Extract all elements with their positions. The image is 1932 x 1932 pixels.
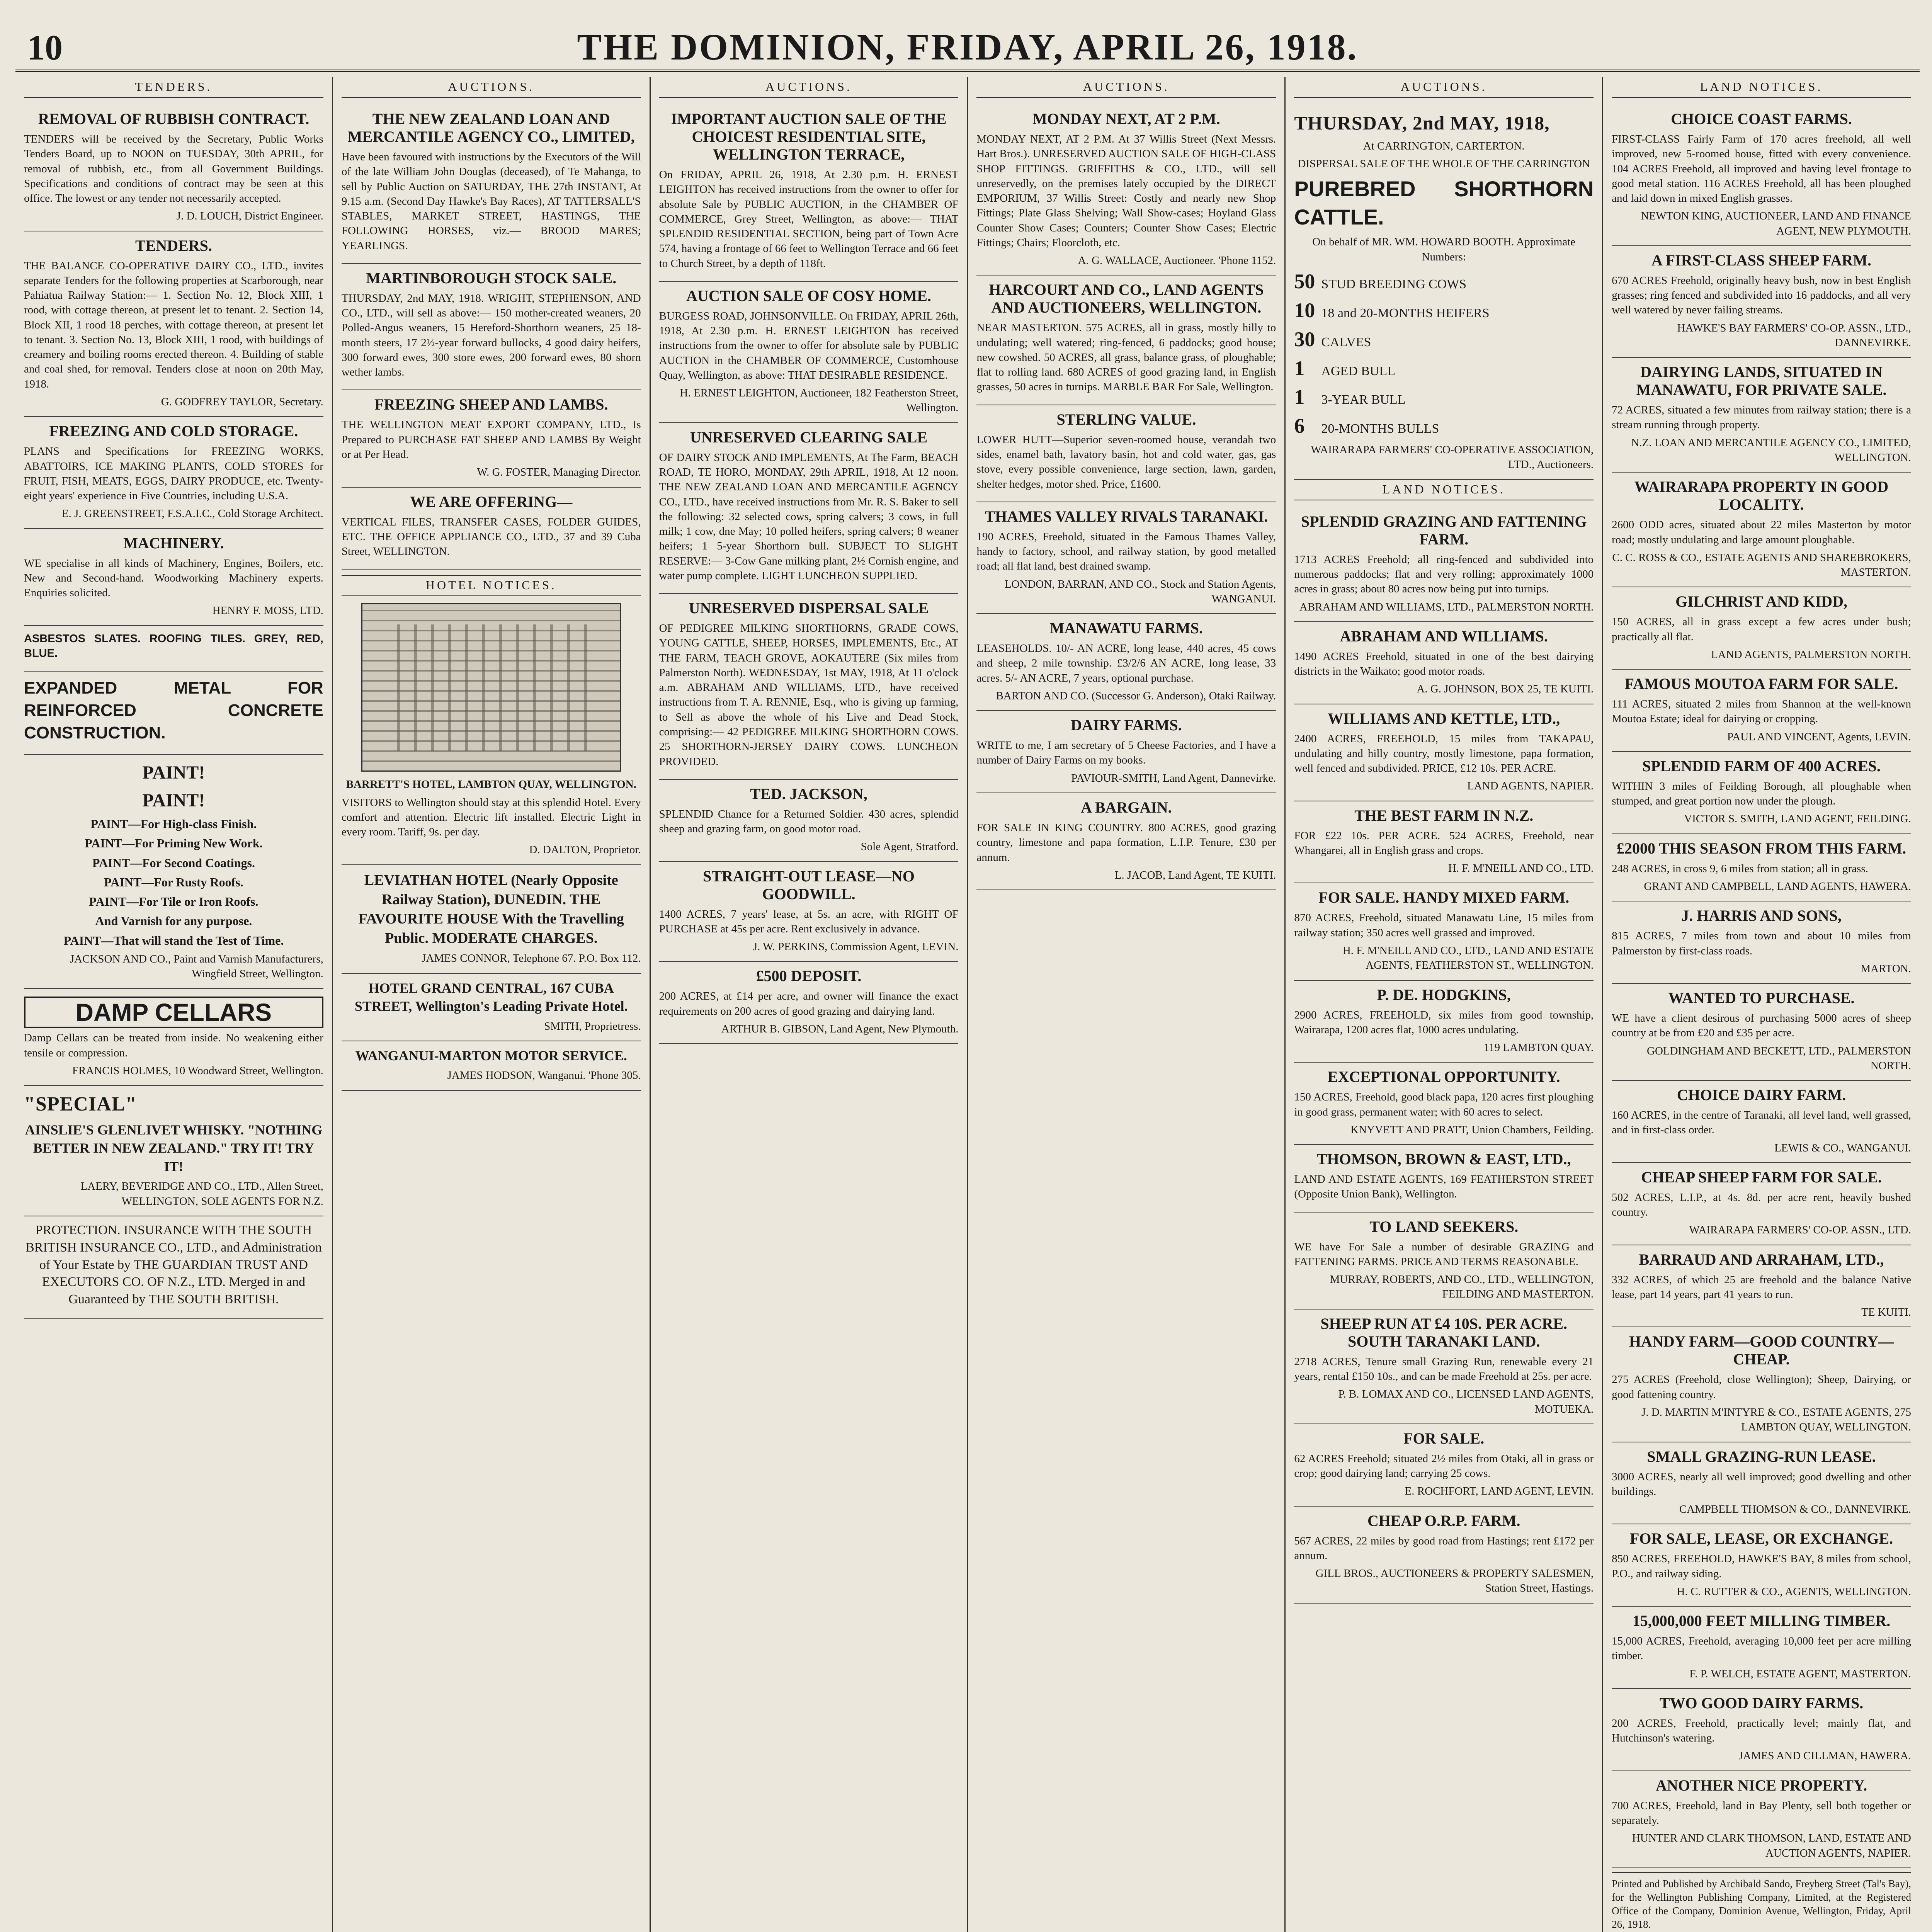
- advertisement: [24, 105, 323, 231]
- stock-type: AGED BULL: [1321, 364, 1396, 378]
- ad-signature: HUNTER AND CLARK THOMSON, LAND, ESTATE AND AUCTION AGENTS, NAPIER.: [1632, 1832, 1911, 1859]
- column-heading: LAND NOTICES.: [1612, 77, 1911, 98]
- advertisement: [1294, 622, 1594, 704]
- land-notices-heading: LAND NOTICES.: [1294, 480, 1594, 500]
- ad-title: A FIRST-CLASS SHEEP FARM.: [1651, 251, 1872, 269]
- advertisement: [1612, 358, 1911, 473]
- advertisement: [659, 780, 959, 862]
- ad-body: 72 ACRES, situated a few minutes from railway station; there is a stream running through property.: [1612, 404, 1911, 431]
- ad-body: 2400 ACRES, FREEHOLD, 15 miles from TAKAPAU, undulating and hilly country, mostly limestone, papa formation, well fenced and subdivided. PRICE, £12 10s. PER ACRE.: [1294, 732, 1594, 775]
- ad-body: SPLENDID Chance for a Returned Soldier. 430 acres, splendid sheep and grazing farm, on good motor road.: [659, 808, 959, 835]
- column-3: [651, 77, 968, 1932]
- ad-signature: HENRY F. MOSS, LTD.: [212, 604, 323, 617]
- ad-body: 700 ACRES, Freehold, land in Bay Plenty, sell both together or separately.: [1612, 1799, 1911, 1827]
- advertisement: [1612, 670, 1911, 752]
- wanganui-motor-ad: [342, 1041, 641, 1091]
- ad-signature: LAND AGENTS, NAPIER.: [1467, 780, 1594, 793]
- ad-title: FREEZING SHEEP AND LAMBS.: [374, 396, 608, 413]
- damp-cellars-title: DAMP CELLARS: [24, 997, 323, 1028]
- paint-line: PAINT—That will stand the Test of Time.: [63, 933, 284, 947]
- paint-line: PAINT—For Tile or Iron Roofs.: [89, 895, 259, 909]
- stock-list: [1294, 267, 1594, 440]
- ad-title: STRAIGHT-OUT LEASE—NO GOODWILL.: [703, 867, 915, 903]
- advertisement: [1612, 1442, 1911, 1525]
- ad-body: 248 ACRES, in cross 9, 6 miles from station; all in grass.: [1612, 862, 1868, 875]
- grand-central-signature: SMITH, Proprietress.: [544, 1020, 641, 1032]
- ad-title: IMPORTANT AUCTION SALE OF THE CHOICEST RESIDENTIAL SITE, WELLINGTON TERRACE,: [671, 110, 947, 163]
- ad-title: UNRESERVED CLEARING SALE: [690, 428, 928, 446]
- ad-body: 15,000 ACRES, Freehold, averaging 10,000 feet per acre milling timber.: [1612, 1635, 1911, 1662]
- ad-signature: NEWTON KING, AUCTIONEER, LAND AND FINANCE AGENT, NEW PLYMOUTH.: [1641, 210, 1911, 237]
- ad-title: HARCOURT AND CO., LAND AGENTS AND AUCTIONEERS, WELLINGTON.: [989, 281, 1264, 316]
- ad-signature: KNYVETT AND PRATT, Union Chambers, Feilding.: [1350, 1123, 1594, 1136]
- ad-title: WILLIAMS AND KETTLE, LTD.,: [1328, 709, 1560, 727]
- ad-signature: J. D. MARTIN M'INTYRE & CO., ESTATE AGENTS, 275 LAMBTON QUAY, WELLINGTON.: [1641, 1406, 1911, 1434]
- hotel-body: VISITORS to Wellington should stay at this splendid Hotel. Every comfort and attention. Electric lift installed. Electric Light in every room. Tariff, 9s. per day.: [341, 796, 641, 838]
- ad-body: On FRIDAY, APRIL 26, 1918, At 2.30 p.m. H. ERNEST LEIGHTON has received instructions from the owner to offer for absolute Sale by PUBLIC AUCTION, in the CHAMBER OF COMMERCE, Grey Street, Wellington, as above:— THAT SPLENDID RESIDENTIAL SECTION, being part of Town Acre 574, having a frontage of 66 feet to Wellington Terrace and 66 feet to Church Street, by a depth of 118ft.: [659, 168, 959, 270]
- advertisement: [1612, 246, 1911, 358]
- stock-row: [1294, 296, 1594, 325]
- masthead: [15, 23, 1920, 72]
- ad-title: STERLING VALUE.: [1056, 410, 1196, 428]
- ad-body: FOR £22 10s. PER ACRE. 524 ACRES, Freehold, near Whangarei, all in English grass and crops.: [1294, 829, 1594, 857]
- ad-signature: GRANT AND CAMPBELL, LAND AGENTS, HAWERA.: [1644, 880, 1911, 893]
- ad-title: SMALL GRAZING-RUN LEASE.: [1647, 1447, 1876, 1465]
- wanganui-signature: JAMES HODSON, Wanganui. 'Phone 305.: [447, 1069, 641, 1082]
- advertisement: [1612, 901, 1911, 984]
- ad-body: 200 ACRES, at £14 per acre, and owner will finance the exact requirements on 200 acres of good grazing and dairying land.: [659, 990, 959, 1017]
- ad-signature: PAVIOUR-SMITH, Land Agent, Dannevirke.: [1071, 772, 1276, 784]
- ad-title: P. DE. HODGKINS,: [1377, 986, 1511, 1003]
- advertisement: [659, 282, 959, 423]
- stock-type: 18 and 20-MONTHS HEIFERS: [1321, 306, 1490, 320]
- stock-row: [1294, 412, 1594, 440]
- ad-title: MANAWATU FARMS.: [1049, 619, 1203, 637]
- ad-title: £500 DEPOSIT.: [756, 967, 862, 985]
- ad-signature: HAWKE'S BAY FARMERS' CO-OP. ASSN., LTD., DANNEVIRKE.: [1677, 321, 1911, 349]
- advertisement: [1612, 1771, 1911, 1868]
- ad-body: 815 ACRES, 7 miles from town and about 10 miles from Palmerston by first-class roads.: [1612, 930, 1911, 957]
- advertisement: [1612, 1689, 1911, 1771]
- ad-title: HANDY FARM—GOOD COUNTRY—CHEAP.: [1629, 1333, 1894, 1368]
- stock-type: 3-YEAR BULL: [1321, 393, 1406, 407]
- ad-signature: GILL BROS., AUCTIONEERS & PROPERTY SALESMEN, Station Street, Hastings.: [1315, 1567, 1594, 1595]
- ad-title: AUCTION SALE OF COSY HOME.: [686, 287, 931, 304]
- ad-signature: W. G. FOSTER, Managing Director.: [477, 466, 641, 479]
- advertisement: [1294, 1507, 1594, 1604]
- hotel-signature: D. DALTON, Proprietor.: [529, 844, 641, 856]
- ad-title: CHEAP O.R.P. FARM.: [1367, 1512, 1520, 1529]
- ad-signature: E. J. GREENSTREET, F.S.A.I.C., Cold Storage Architect.: [61, 507, 323, 520]
- ad-body: 332 ACRES, of which 25 are freehold and the balance Native lease, part 14 years, part 41 years to run.: [1612, 1273, 1911, 1301]
- advertisement: [1294, 507, 1594, 622]
- ad-title: DAIRYING LANDS, SITUATED IN MANAWATU, FOR PRIVATE SALE.: [1636, 363, 1887, 399]
- ad-signature: PAUL AND VINCENT, Agents, LEVIN.: [1727, 730, 1911, 743]
- stock-type: CALVES: [1321, 335, 1371, 349]
- sale-herd: PUREBRED SHORTHORN CATTLE.: [1294, 176, 1594, 230]
- column-heading: AUCTIONS.: [659, 77, 959, 98]
- ad-title: CHOICE DAIRY FARM.: [1677, 1086, 1846, 1104]
- advertisement: [1612, 834, 1911, 902]
- imprint-footer: Printed and Published by Archibald Sando, Freyberg Street (Tal's Bay), for the Wellington Publishing Company, Limited, at the Registered Office of the Company, Dominion Avenue, Wellington, Friday, April 26, 1918.: [1612, 1872, 1911, 1931]
- paint-line: And Varnish for any purpose.: [95, 914, 252, 928]
- shorthorn-sale-ad: [1294, 105, 1594, 480]
- hotel-illustration: [361, 603, 621, 772]
- ad-signature: Sole Agent, Stratford.: [861, 840, 959, 853]
- ad-title: THAMES VALLEY RIVALS TARANAKI.: [985, 507, 1268, 525]
- ad-signature: N.Z. LOAN AND MERCANTILE AGENCY CO., LIMITED, WELLINGTON.: [1631, 436, 1911, 464]
- whisky-text: AINSLIE'S GLENLIVET WHISKY. "NOTHING BETTER IN NEW ZEALAND." TRY IT! TRY IT!: [25, 1122, 323, 1174]
- advertisement: [976, 276, 1276, 405]
- ad-signature: MURRAY, ROBERTS, AND CO., LTD., WELLINGTON, FEILDING AND MASTERTON.: [1330, 1273, 1594, 1301]
- ad-body: 1713 ACRES Freehold; all ring-fenced and subdivided into numerous paddocks; flat and very rolling; approximately 1000 acres in grass; about 80 acres now being put into turnips.: [1294, 553, 1594, 595]
- ad-body: 2600 ODD acres, situated about 22 miles Masterton by motor road; mostly undulating and large amount ploughable.: [1612, 519, 1911, 546]
- ad-title: CHOICE COAST FARMS.: [1671, 110, 1852, 128]
- page-number: 10: [27, 28, 63, 67]
- ad-signature: F. P. WELCH, ESTATE AGENT, MASTERTON.: [1689, 1667, 1911, 1680]
- ad-title: THOMSON, BROWN & EAST, LTD.,: [1316, 1150, 1571, 1168]
- advertisement: [1612, 587, 1911, 670]
- advertisement: [976, 614, 1276, 711]
- advertisement: [1612, 1081, 1911, 1163]
- ad-signature: G. GODFREY TAYLOR, Secretary.: [161, 395, 323, 408]
- ad-signature: ARTHUR B. GIBSON, Land Agent, New Plymouth.: [721, 1022, 959, 1035]
- ad-body: TENDERS will be received by the Secretary, Public Works Tenders Board, up to NOON on TUESDAY, 30th APRIL, for removal of rubbish, etc., from all Government Buildings. Specifications and conditions of contract may be seen at this office. The lowest or any tender not necessarily accepted.: [24, 133, 323, 205]
- advertisement: [1612, 473, 1911, 587]
- ad-body: WITHIN 3 miles of Feilding Borough, all ploughable when stumped, and great portion now under the plough.: [1612, 780, 1911, 808]
- column-2: [333, 77, 651, 1932]
- ad-title: CHEAP SHEEP FARM FOR SALE.: [1641, 1168, 1882, 1186]
- ad-title: TENDERS.: [135, 236, 212, 254]
- ad-title: BARRAUD AND ARRAHAM, LTD.,: [1639, 1250, 1884, 1268]
- ad-body: 502 ACRES, L.I.P., at 4s. 8d. per acre rent, heavily bushed country.: [1612, 1191, 1911, 1219]
- advertisement: [1294, 704, 1594, 801]
- advertisement: [976, 105, 1276, 276]
- ad-title: WAIRARAPA PROPERTY IN GOOD LOCALITY.: [1634, 478, 1889, 514]
- ad-body: BURGESS ROAD, JOHNSONVILLE. On FRIDAY, APRIL 26th, 1918, At 2.30 p.m. H. ERNEST LEIGHTON has received instructions from the owner to offer for absolute sale by PUBLIC AUCTION in the CHAMBER OF COMMERCE, Customhouse Quay, Wellington, as above: THAT DESIRABLE RESIDENCE.: [659, 310, 959, 381]
- stock-row: [1294, 354, 1594, 383]
- paint-signature: JACKSON AND CO., Paint and Varnish Manufacturers, Wingfield Street, Wellington.: [70, 952, 323, 980]
- advertisement: [1612, 105, 1911, 246]
- ad-signature: 119 LAMBTON QUAY.: [1483, 1041, 1594, 1054]
- ad-title: WE ARE OFFERING—: [410, 493, 573, 510]
- ad-body: 670 ACRES Freehold, originally heavy bush, now in best English grasses; ring fenced and subdivided into 16 paddocks, and all very well watered by never failing streams.: [1612, 274, 1911, 316]
- ad-signature: H. F. M'NEILL AND CO., LTD.: [1448, 862, 1594, 875]
- ad-body: WE have For Sale a number of desirable GRAZING and FATTENING FARMS. PRICE AND TERMS REASONABLE.: [1294, 1240, 1594, 1268]
- sale-dispersal: DISPERSAL SALE OF THE WHOLE OF THE CARRINGTON: [1298, 158, 1590, 170]
- grand-central-ad: [342, 974, 641, 1041]
- ad-signature: LONDON, BARRAN, AND CO., Stock and Station Agents, WANGANUI.: [1004, 578, 1276, 605]
- advertisement: [1294, 883, 1594, 980]
- ad-body: VERTICAL FILES, TRANSFER CASES, FOLDER GUIDES, ETC. THE OFFICE APPLIANCE CO., LTD., 37 and 39 Cuba Street, WELLINGTON.: [341, 515, 641, 558]
- ad-body: 275 ACRES (Freehold, close Wellington); Sheep, Dairying, or good fattening country.: [1612, 1373, 1911, 1401]
- advertisement: [342, 264, 641, 391]
- ad-signature: ABRAHAM AND WILLIAMS, LTD., PALMERSTON NORTH.: [1299, 600, 1594, 613]
- advertisement: [659, 423, 959, 594]
- ad-title: ANOTHER NICE PROPERTY.: [1655, 1776, 1867, 1794]
- ad-title: SHEEP RUN AT £4 10S. PER ACRE. SOUTH TARANAKI LAND.: [1320, 1315, 1568, 1350]
- ad-title: FAMOUS MOUTOA FARM FOR SALE.: [1624, 675, 1898, 693]
- ad-body: 567 ACRES, 22 miles by good road from Hastings; rent £172 per annum.: [1294, 1534, 1594, 1562]
- page-title: THE DOMINION, FRIDAY, APRIL 26, 1918.: [577, 26, 1358, 68]
- ad-title: GILCHRIST AND KIDD,: [1675, 593, 1848, 611]
- stock-type: 20-MONTHS BULLS: [1321, 422, 1439, 436]
- advertisement: [342, 390, 641, 487]
- ad-signature: H. C. RUTTER & CO., AGENTS, WELLINGTON.: [1677, 1585, 1911, 1598]
- advertisement: [1612, 1327, 1911, 1442]
- ad-title: WANTED TO PURCHASE.: [1668, 989, 1855, 1007]
- advertisement: [24, 417, 323, 529]
- stock-row: [1294, 267, 1594, 296]
- ad-signature: J. W. PERKINS, Commission Agent, LEVIN.: [753, 940, 959, 953]
- ad-title: 15,000,000 FEET MILLING TIMBER.: [1632, 1612, 1891, 1630]
- stock-row: [1294, 325, 1594, 354]
- ad-body: 150 ACRES, all in grass except a few acres under bush; practically all flat.: [1612, 616, 1911, 643]
- sale-place: At CARRINGTON, CARTERTON.: [1363, 140, 1525, 152]
- ad-title: A BARGAIN.: [1081, 798, 1172, 816]
- ad-title: FOR SALE, LEASE, OR EXCHANGE.: [1629, 1530, 1893, 1548]
- ad-title: TWO GOOD DAIRY FARMS.: [1659, 1694, 1864, 1712]
- sale-auctioneers: WAIRARAPA FARMERS' CO-OPERATIVE ASSOCIATION, LTD., Auctioneers.: [1311, 444, 1594, 471]
- sale-date: THURSDAY, 2nd MAY, 1918,: [1294, 112, 1550, 134]
- ad-title: TED. JACKSON,: [750, 785, 867, 803]
- paint-line: PAINT—For Priming New Work.: [85, 836, 263, 850]
- protection-ad: [24, 1216, 323, 1319]
- ad-signature: J. D. LOUCH, District Engineer.: [176, 210, 323, 223]
- paint-line: PAINT!: [142, 790, 205, 811]
- ad-body: 2900 ACRES, FREEHOLD, six miles from good township, Wairarapa, 1200 acres flat, 1000 acres undulating.: [1294, 1009, 1594, 1036]
- ad-body: THURSDAY, 2nd MAY, 1918. WRIGHT, STEPHENSON, AND CO., LTD., will sell as above:— 150 mother-created weaners, 20 Polled-Angus weaners, 15 Hereford-Shorthorn weaners, 25 18-month steers, 17 2½-year forward bullocks, 4 good dairy heifers, 300 forward ewes, 300 store ewes, 200 forward ewes, 80 shorn wether lambs.: [341, 292, 641, 379]
- sale-behalf: On behalf of MR. WM. HOWARD BOOTH. Approximate Numbers:: [1312, 236, 1576, 263]
- paint-line: PAINT—For High-class Finish.: [90, 817, 257, 831]
- column-1: [15, 77, 333, 1932]
- advertisement: [1294, 1310, 1594, 1424]
- column-5: [1286, 77, 1603, 1932]
- advertisement: [24, 231, 323, 417]
- asbestos-ad: [24, 626, 323, 672]
- advertisement: [659, 105, 959, 282]
- ad-body: Have been favoured with instructions by the Executors of the Will of the late William John Douglas (deceased), of Te Mahanga, to sell by Public Auction on SATURDAY, THE 27th INSTANT, At 9.15 a.m. (Second Day Hawke's Bay Races), AT TATTERSALL'S STABLES, MARKET STREET, HASTINGS, THE FOLLOWING HORSES, viz.— BROOD MARES; YEARLINGS.: [341, 151, 641, 252]
- hotel-notices: [342, 570, 641, 865]
- ad-title: MONDAY NEXT, AT 2 P.M.: [1032, 110, 1220, 128]
- ad-body: 1490 ACRES Freehold, situated in one of the best dairying districts in the Waikato; good motor roads.: [1294, 650, 1594, 678]
- ad-title: £2000 THIS SEASON FROM THIS FARM.: [1617, 839, 1906, 857]
- advertisement: [1294, 1424, 1594, 1507]
- expanded-metal-ad: [24, 672, 323, 755]
- ad-title: REMOVAL OF RUBBISH CONTRACT.: [38, 110, 310, 128]
- ad-title: SPLENDID FARM OF 400 ACRES.: [1642, 757, 1881, 775]
- ad-body: 111 ACRES, situated 2 miles from Shannon at the well-known Moutoa Estate; ideal for dairying or cropping.: [1612, 698, 1911, 725]
- ad-signature: JAMES AND CILLMAN, HAWERA.: [1738, 1750, 1911, 1762]
- advertisement: [1294, 1145, 1594, 1213]
- advertisement: [1294, 981, 1594, 1063]
- advertisement: [1612, 1245, 1911, 1328]
- ad-title: TO LAND SEEKERS.: [1369, 1218, 1519, 1235]
- ad-body: 62 ACRES Freehold; situated 2½ miles from Otaki, all in grass or crop; good dairying land; carrying 25 cows.: [1294, 1452, 1594, 1480]
- column-heading: TENDERS.: [24, 77, 323, 98]
- ad-title: EXCEPTIONAL OPPORTUNITY.: [1327, 1068, 1560, 1086]
- advertisement: [1612, 1607, 1911, 1689]
- ad-title: MARTINBOROUGH STOCK SALE.: [366, 269, 617, 287]
- ad-body: 160 ACRES, in the centre of Taranaki, all level land, well grassed, and in first-class order.: [1612, 1109, 1911, 1136]
- advertisement: [976, 793, 1276, 890]
- paint-line: PAINT!: [142, 762, 205, 783]
- ad-title: J. HARRIS AND SONS,: [1681, 907, 1842, 925]
- ad-body: WE specialise in all kinds of Machinery, Engines, Boilers, etc. New and Second-hand. Woodworking Machinery experts. Enquiries solicited.: [24, 557, 323, 599]
- ad-title: FOR SALE.: [1403, 1429, 1485, 1447]
- stock-count: 1: [1294, 385, 1305, 409]
- advertisement: [976, 711, 1276, 793]
- ad-title: FOR SALE. HANDY MIXED FARM.: [1318, 889, 1570, 906]
- paint-line: PAINT—For Second Coatings.: [92, 855, 255, 870]
- ad-body: 850 ACRES, FREEHOLD, HAWKE'S BAY, 8 miles from school, P.O., and railway siding.: [1612, 1553, 1911, 1580]
- ad-signature: C. C. ROSS & CO., ESTATE AGENTS AND SHAREBROKERS, MASTERTON.: [1612, 551, 1911, 579]
- paint-ad: [24, 755, 323, 989]
- paint-line: PAINT—For Rusty Roofs.: [104, 875, 243, 889]
- stock-count: 30: [1294, 327, 1315, 351]
- advertisement: [976, 502, 1276, 614]
- ad-body: OF DAIRY STOCK AND IMPLEMENTS, At The Farm, BEACH ROAD, TE HORO, MONDAY, 29th APRIL, 1918, At 12 noon. THE NEW ZEALAND LOAN AND MERCANTILE AGENCY CO., LTD., have received instructions from Mr. R. S. Baker to sell the following: 32 selected cows, spring calvers; 3 cows, in full milk; 1 cow, dne May; 10 polled heifers, spring calvers; 8 weaner heifers; 1 5-year Shorthorn bull. SUBJECT TO SLIGHT RESERVE:— 3-Cow Gane milking plant, 2½ Cornish engine, and water pump complete. LIGHT LUNCHEON SUPPLIED.: [659, 451, 959, 582]
- ad-signature: CAMPBELL THOMSON & CO., DANNEVIRKE.: [1679, 1503, 1911, 1516]
- advertisement: [1612, 984, 1911, 1081]
- columns: [15, 77, 1920, 1932]
- advertisement: [1612, 1524, 1911, 1607]
- ad-signature: A. G. WALLACE, Auctioneer. 'Phone 1152.: [1078, 254, 1276, 267]
- ad-body: WE have a client desirous of purchasing 5000 acres of sheep country at be from £20 and £35 per acre.: [1612, 1012, 1911, 1039]
- ad-body: FIRST-CLASS Fairly Farm of 170 acres freehold, all well improved, new 5-roomed house, fitted with every convenience. 104 ACRES Freehold, all improved and having level frontage to good metal station. 116 ACRES Freehold, all has been ploughed and laid down in mixed English grasses.: [1612, 133, 1911, 205]
- asbestos-text: ASBESTOS SLATES. ROOFING TILES. GREY, RED, BLUE.: [24, 632, 323, 660]
- ad-body: THE BALANCE CO-OPERATIVE DAIRY CO., LTD., invites separate Tenders for the following properties at Scarborough, near Pahiatua Railway Station:— 1. Section No. 12, Block XIII, 1 rood, with cottage thereon, at present let to tenant. 2. Section 14, Block XII, 1 rood 18 perches, with cottage thereon, at present let to tenant. 3. Section No. 13, Block XIII, 1 rood, with buildings of creamery and boiling rooms erected thereon. 4. Building of stable and coal shed, for removal. Tenders close at noon on 20th May, 1918.: [24, 259, 323, 390]
- hotel-caption: BARRETT'S HOTEL, LAMBTON QUAY, WELLINGTON.: [346, 778, 636, 791]
- ad-body: WRITE to me, I am secretary of 5 Cheese Factories, and I have a number of Dairy Farms on my books.: [976, 739, 1276, 767]
- advertisement: [1294, 1213, 1594, 1310]
- ad-signature: A. G. JOHNSON, BOX 25, TE KUITI.: [1417, 683, 1594, 696]
- stock-count: 1: [1294, 356, 1305, 380]
- ad-title: THE NEW ZEALAND LOAN AND MERCANTILE AGENCY CO., LIMITED,: [347, 110, 635, 145]
- ad-title: UNRESERVED DISPERSAL SALE: [689, 599, 929, 617]
- stock-count: 10: [1294, 298, 1315, 322]
- advertisement: [659, 962, 959, 1044]
- ad-signature: P. B. LOMAX AND CO., LICENSED LAND AGENTS, MOTUEKA.: [1338, 1388, 1594, 1415]
- advertisement: [659, 594, 959, 780]
- ad-signature: WAIRARAPA FARMERS' CO-OP. ASSN., LTD.: [1689, 1224, 1911, 1236]
- column-6: [1603, 77, 1920, 1932]
- ad-signature: LEWIS & CO., WANGANUI.: [1774, 1141, 1911, 1154]
- stock-count: 50: [1294, 269, 1315, 293]
- ad-body: NEAR MASTERTON. 575 ACRES, all in grass, mostly hilly to undulating; well watered; ring-fenced, 6 paddocks; good house; new cowshed. 50 ACRES, all grass, balance grass, of ploughable; flat to rolling land. 680 ACRES of good grazing land, in English grasses, 50 acres in turnips. MARBLE BAR For Sale, Wellington.: [976, 321, 1276, 393]
- ad-body: 2718 ACRES, Tenure small Grazing Run, renewable every 21 years, rental £150 10s., and can be made Freehold at 25s. per acre.: [1294, 1355, 1594, 1383]
- ad-title: THE BEST FARM IN N.Z.: [1354, 806, 1534, 824]
- whisky-ad: [24, 1086, 323, 1216]
- column-heading: AUCTIONS.: [342, 77, 641, 98]
- ad-signature: VICTOR S. SMITH, LAND AGENT, FEILDING.: [1684, 813, 1911, 825]
- ad-signature: H. ERNEST LEIGHTON, Auctioneer, 182 Featherston Street, Wellington.: [680, 387, 959, 414]
- leviathan-text: LEVIATHAN HOTEL (Nearly Opposite Railway Station), DUNEDIN. THE FAVOURITE HOUSE With the Travelling Public. MODERATE CHARGES.: [358, 872, 624, 947]
- ad-body: OF PEDIGREE MILKING SHORTHORNS, GRADE COWS, YOUNG CATTLE, SHEEP, HORSES, IMPLEMENTS, Etc., AT THE FARM, TEACH GROVE, AOKAUTERE (Six miles from Palmerston North). WEDNESDAY, 1st MAY, 1918, At 11 o'clock a.m. ABRAHAM AND WILLIAMS, LTD., have received instructions from T. A. RENNIE, Esq., who is giving up farming, to Sell as above the whole of his Live and Dead Stock, comprising:— 42 PEDIGREE MILKING SHORTHORN COWS. 25 SHORTHORN-JERSEY DAIRY COWS. LUNCHEON PROVIDED.: [659, 622, 959, 768]
- grand-central-text: HOTEL GRAND CENTRAL, 167 CUBA STREET, Wellington's Leading Private Hotel.: [354, 980, 628, 1014]
- ad-body: 3000 ACRES, nearly all well improved; good dwelling and other buildings.: [1612, 1470, 1911, 1498]
- whisky-signature: LAERY, BEVERIDGE AND CO., LTD., Allen Street, WELLINGTON, SOLE AGENTS FOR N.Z.: [80, 1180, 323, 1208]
- column-heading: AUCTIONS.: [1294, 77, 1594, 98]
- wanganui-text: WANGANUI-MARTON MOTOR SERVICE.: [355, 1048, 627, 1063]
- ad-body: THE WELLINGTON MEAT EXPORT COMPANY, LTD., Is Prepared to PURCHASE FAT SHEEP AND LAMBS By Weight or at Per Head.: [341, 418, 641, 461]
- ad-title: MACHINERY.: [123, 534, 224, 552]
- ad-signature: E. ROCHFORT, LAND AGENT, LEVIN.: [1405, 1485, 1594, 1498]
- ad-signature: LAND AGENTS, PALMERSTON NORTH.: [1711, 648, 1911, 661]
- ad-body: 190 ACRES, Freehold, situated in the Famous Thames Valley, handy to factory, school, and railway station, by good metalled road; all flat land, best drained swamp.: [976, 530, 1276, 573]
- advertisement: [342, 105, 641, 264]
- advertisement: [976, 405, 1276, 502]
- leviathan-signature: JAMES CONNOR, Telephone 67. P.O. Box 112.: [422, 952, 641, 965]
- damp-cellars-ad: [24, 989, 323, 1086]
- advertisement: [659, 862, 959, 962]
- leviathan-hotel-ad: [342, 865, 641, 974]
- ad-signature: TE KUITI.: [1861, 1306, 1911, 1319]
- ad-body: MONDAY NEXT, AT 2 P.M. At 37 Willis Street (Next Messrs. Hart Bros.). UNRESERVED AUCTION SALE OF HIGH-CLASS SHOP FITTINGS. GRIFFITHS & CO., LTD., will sell unreservedly, on the premises lately occupied by the DIRECT EMPORIUM, 37 Willis Street: Costly and nearly new Shop Fittings; Plate Glass Shelving; Wall Show-cases; Hoyland Glass Counter Show Cases; Counters; Counter Show Cases; Electric Fittings; Chairs; Floorcloth, etc.: [976, 133, 1276, 249]
- ad-title: ABRAHAM AND WILLIAMS.: [1340, 627, 1548, 645]
- protection-text: PROTECTION. INSURANCE WITH THE SOUTH BRITISH INSURANCE CO., LTD., and Administration of Your Estate by THE GUARDIAN TRUST AND EXECUTORS CO. OF N.Z., LTD. Merged in and Guaranteed by THE SOUTH BRITISH.: [26, 1223, 322, 1307]
- ad-body: 1400 ACRES, 7 years' lease, at 5s. an acre, with RIGHT OF PURCHASE at 45s per acre. Rent exclusively in advance.: [659, 908, 959, 935]
- ad-body: LAND AND ESTATE AGENTS, 169 FEATHERSTON STREET (Opposite Union Bank), Wellington.: [1294, 1173, 1594, 1201]
- ad-body: FOR SALE IN KING COUNTRY. 800 ACRES, good grazing country, limestone and papa formation, L.I.P. Tenure, £30 per annum.: [976, 821, 1276, 864]
- stock-row: [1294, 383, 1594, 411]
- advertisement: [342, 488, 641, 570]
- ad-body: LEASEHOLDS. 10/- AN ACRE, long lease, 440 acres, 45 cows and sheep, 2 mile township. £3/2/6 AN ACRE, long lease, 33 acres. 5/- AN ACRE, 7 years, optional purchase.: [976, 642, 1276, 684]
- damp-cellars-signature: FRANCIS HOLMES, 10 Woodward Street, Wellington.: [72, 1064, 323, 1077]
- expanded-metal-text: EXPANDED METAL FOR REINFORCED CONCRETE CONSTRUCTION.: [24, 679, 323, 743]
- hotel-notices-heading: HOTEL NOTICES.: [342, 575, 641, 596]
- ad-body: 200 ACRES, Freehold, practically level; mainly flat, and Hutchinson's watering.: [1612, 1717, 1911, 1745]
- advertisement: [1612, 1163, 1911, 1245]
- ad-title: FREEZING AND COLD STORAGE.: [49, 422, 298, 440]
- column-4: [968, 77, 1286, 1932]
- ad-title: SPLENDID GRAZING AND FATTENING FARM.: [1301, 512, 1587, 548]
- ad-signature: H. F. M'NEILL AND CO., LTD., LAND AND ESTATE AGENTS, FEATHERSTON ST., WELLINGTON.: [1342, 944, 1594, 972]
- ad-signature: L. JACOB, Land Agent, TE KUITI.: [1114, 869, 1276, 881]
- column-heading: AUCTIONS.: [976, 77, 1276, 98]
- advertisement: [24, 529, 323, 626]
- ad-signature: GOLDINGHAM AND BECKETT, LTD., PALMERSTON NORTH.: [1647, 1044, 1911, 1072]
- ad-body: PLANS and Specifications for FREEZING WORKS, ABATTOIRS, ICE MAKING PLANTS, COLD STORES for FRUIT, FISH, MEATS, EGGS, DAIRY PRODUCE, etc. Twenty-eight years' experience in Five Countries, including U.S.A.: [24, 445, 323, 502]
- stock-count: 6: [1294, 414, 1305, 438]
- stock-type: STUD BREEDING COWS: [1321, 277, 1467, 291]
- advertisement: [1612, 752, 1911, 834]
- ad-body: LOWER HUTT—Superior seven-roomed house, verandah two sides, enamel bath, lavatory basin, hot and cold water, gas, gas stove, every possible convenience, large section, lawn, garden, shelter hedges, motor shed. Price, £1600.: [976, 433, 1276, 490]
- ad-body: 150 ACRES, Freehold, good black papa, 120 acres first ploughing in good grass, permanent water; with 60 acres to select.: [1294, 1091, 1594, 1118]
- ad-signature: BARTON AND CO. (Successor G. Anderson), Otaki Railway.: [996, 689, 1276, 702]
- ad-title: DAIRY FARMS.: [1071, 716, 1182, 734]
- ad-body: 870 ACRES, Freehold, situated Manawatu Line, 15 miles from railway station; 350 acres well grassed and improved.: [1294, 912, 1594, 939]
- advertisement: [1294, 1063, 1594, 1145]
- damp-cellars-body: Damp Cellars can be treated from inside. No weakening either tensile or compression.: [24, 1032, 323, 1059]
- ad-signature: MARTON.: [1861, 962, 1911, 975]
- advertisement: [1294, 801, 1594, 884]
- special-banner: "SPECIAL": [24, 1093, 137, 1116]
